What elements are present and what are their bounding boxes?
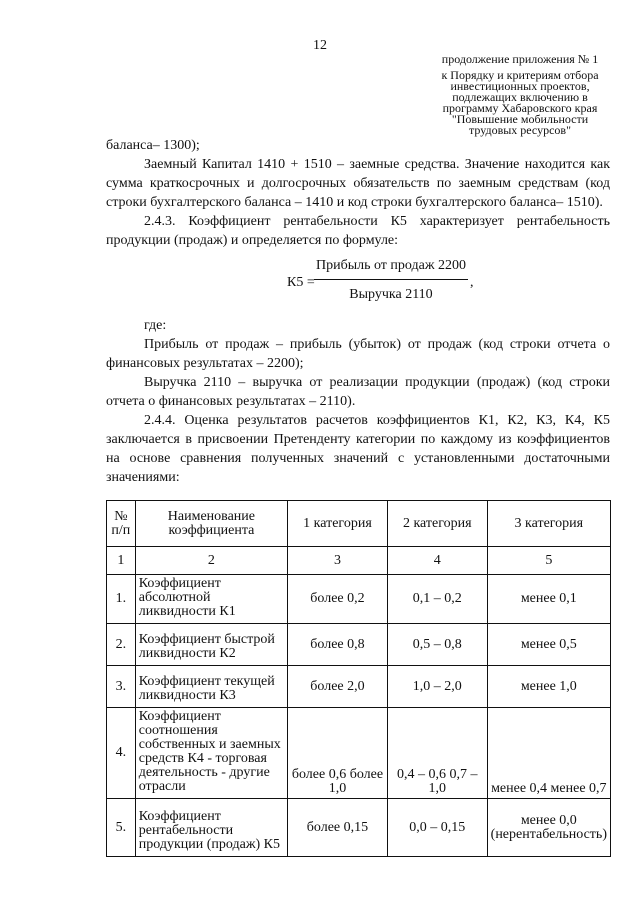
table-cell: более 0,6 более 1,0 bbox=[288, 708, 388, 799]
table-cell: 0,4 – 0,6 0,7 – 1,0 bbox=[387, 708, 487, 799]
header-line: инвестиционных проектов, bbox=[450, 79, 590, 93]
table-cell: 4 bbox=[387, 547, 487, 575]
table-cell: менее 0,0 (нерентабельность) bbox=[487, 799, 610, 857]
table-cell: 0,5 – 0,8 bbox=[387, 624, 487, 666]
formula-denominator: Выручка 2110 bbox=[349, 287, 433, 302]
formula-numerator: Прибыль от продаж 2200 bbox=[315, 258, 467, 273]
table-cell: 1 bbox=[107, 547, 136, 575]
paragraph: баланса– 1300); bbox=[106, 138, 200, 153]
paragraph: 2.4.3. Коэффициент рентабельности К5 характеризует рентабельность продукции (продаж) и определяется по формуле: bbox=[106, 214, 610, 248]
header-line: программу Хабаровского края bbox=[442, 101, 598, 115]
table-header-cell: № п/п bbox=[107, 501, 136, 547]
coefficients-table bbox=[106, 500, 611, 857]
header-line: трудовых ресурсов" bbox=[469, 123, 571, 137]
table-cell: 2. bbox=[107, 624, 136, 666]
paragraph: 2.4.4. Оценка результатов расчетов коэффициентов К1, К2, К3, К4, К5 заключается в присвоении Претенденту категории по каждому из коэффициентов на основе сравнения полученных значений с установленными достаточными значениями: bbox=[106, 413, 610, 485]
appendix-header bbox=[420, 54, 620, 136]
table-cell: Коэффициент абсолютной ликвидности К1 bbox=[135, 575, 287, 624]
table-cell: менее 1,0 bbox=[487, 666, 610, 708]
table-cell: Коэффициент соотношения собственных и заемных средств К4 - торговая деятельность - другие отрасли bbox=[135, 708, 287, 799]
table-cell: 5. bbox=[107, 799, 136, 857]
table-header-row bbox=[107, 501, 611, 547]
table-row bbox=[107, 708, 611, 799]
table-cell: более 0,8 bbox=[288, 624, 388, 666]
header-line: продолжение приложения № 1 bbox=[441, 52, 599, 66]
table-cell: 5 bbox=[487, 547, 610, 575]
table-numbering-row bbox=[107, 547, 611, 575]
table-header-cell: 1 категория bbox=[288, 501, 388, 547]
table-cell: 3 bbox=[288, 547, 388, 575]
table-cell: Коэффициент рентабельности продукции (продаж) К5 bbox=[135, 799, 287, 857]
formula-comma: , bbox=[470, 275, 474, 290]
table-row bbox=[107, 575, 611, 624]
formula-lhs: К5 = bbox=[287, 275, 315, 290]
table-header-cell: 3 категория bbox=[487, 501, 610, 547]
header-line: "Повышение мобильности bbox=[451, 112, 589, 126]
paragraph: Прибыль от продаж – прибыль (убыток) от продаж (код строки отчета о финансовых результатах – 2200); bbox=[106, 337, 610, 371]
formula-k5 bbox=[106, 250, 610, 316]
table-cell: Коэффициент текущей ликвидности К3 bbox=[135, 666, 287, 708]
table-cell: 1,0 – 2,0 bbox=[387, 666, 487, 708]
table-header-cell: 2 категория bbox=[387, 501, 487, 547]
header-line: к Порядку и критериям отбора bbox=[441, 68, 599, 82]
table-cell: менее 0,5 bbox=[487, 624, 610, 666]
table-cell: 0,0 – 0,15 bbox=[387, 799, 487, 857]
paragraph: Выручка 2110 – выручка от реализации продукции (продаж) (код строки отчета о финансовых результатах – 2110). bbox=[106, 375, 610, 409]
table-cell: более 2,0 bbox=[288, 666, 388, 708]
table-cell: 3. bbox=[107, 666, 136, 708]
table-cell: менее 0,1 bbox=[487, 575, 610, 624]
table-header-cell: Наименование коэффициента bbox=[135, 501, 287, 547]
table-row bbox=[107, 799, 611, 857]
table-cell: более 0,15 bbox=[288, 799, 388, 857]
header-line: подлежащих включению в bbox=[452, 90, 588, 104]
table-row bbox=[107, 666, 611, 708]
fraction-bar bbox=[314, 279, 468, 280]
document-body bbox=[106, 136, 610, 487]
table-cell: 4. bbox=[107, 708, 136, 799]
table-cell: 2 bbox=[135, 547, 287, 575]
paragraph: где: bbox=[144, 318, 167, 333]
page-number: 12 bbox=[313, 38, 327, 53]
table-cell: менее 0,4 менее 0,7 bbox=[487, 708, 610, 799]
table-row bbox=[107, 624, 611, 666]
table-cell: Коэффициент быстрой ликвидности К2 bbox=[135, 624, 287, 666]
table-cell: более 0,2 bbox=[288, 575, 388, 624]
table-cell: 1. bbox=[107, 575, 136, 624]
paragraph: Заемный Капитал 1410 + 1510 – заемные средства. Значение находится как сумма краткосрочных и долгосрочных обязательств по заемным средствам (код строки бухгалтерского баланса – 1410 и код строки бухгалтерского баланса– 1510). bbox=[106, 157, 610, 210]
table-cell: 0,1 – 0,2 bbox=[387, 575, 487, 624]
